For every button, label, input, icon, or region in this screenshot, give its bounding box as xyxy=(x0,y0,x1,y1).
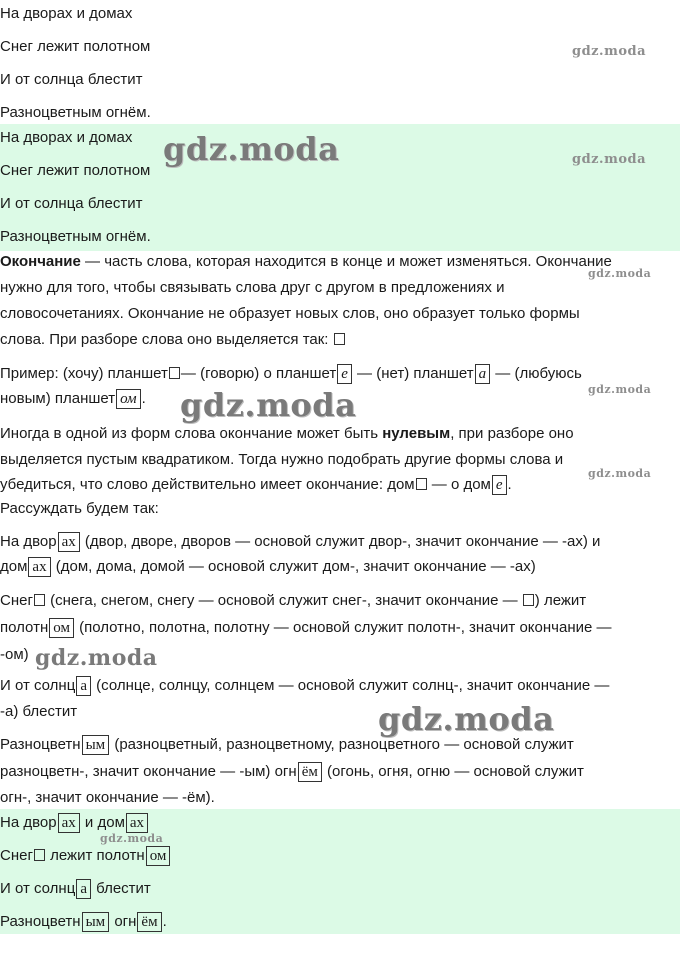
analysis-sneg xyxy=(0,591,586,611)
poem1-line-4: Разноцветным огнём. xyxy=(0,104,151,121)
term-okonchanie: Окончание xyxy=(0,253,81,270)
analysis-text: разноцветн-, значит окончание — -ым) огн xyxy=(0,763,297,780)
poem2-line-3: И от солнца блестит xyxy=(0,195,143,212)
analysis-polotn-end: -ом) xyxy=(0,646,29,663)
example-text: новым) планшет xyxy=(0,390,116,407)
definition-text: слова. При разборе слова оно выделяется так: xyxy=(0,331,329,348)
analysis-text: (разноцветный, разноцветному, разноцветного — основой служит xyxy=(110,736,574,753)
example-text: . xyxy=(141,390,146,407)
empty-ending-square-icon xyxy=(34,849,45,861)
empty-ending-square-icon xyxy=(334,333,345,345)
analysis-text: ) лежит xyxy=(534,592,587,609)
zero-text: , при разборе оно xyxy=(450,425,574,442)
analysis-razn-3: огн-, значит окончание — -ём). xyxy=(0,789,215,806)
watermark: gdz.moda xyxy=(378,700,555,738)
analysis-text: дом xyxy=(0,558,28,575)
zero-text: . xyxy=(507,476,512,493)
final-line-2 xyxy=(0,846,171,866)
analysis-dvor xyxy=(0,532,600,552)
ending-box: ах xyxy=(58,813,80,833)
example-text: — (говорю) о планшет xyxy=(180,365,337,382)
example-text: — (любуюсь xyxy=(491,365,582,382)
definition-line-1 xyxy=(0,252,612,272)
final-text: блестит xyxy=(91,880,151,897)
ending-box: ах xyxy=(58,532,80,552)
analysis-razn-2 xyxy=(0,762,584,782)
ending-box: ах xyxy=(126,813,148,833)
analysis-text: На двор xyxy=(0,533,57,550)
ending-box: ым xyxy=(82,735,110,755)
poem1-line-1: На дворах и домах xyxy=(0,5,133,22)
final-text: лежит полотн xyxy=(45,847,145,864)
watermark: gdz.moda xyxy=(163,130,340,168)
definition-line-4 xyxy=(0,330,346,350)
watermark: gdz.moda xyxy=(588,467,652,480)
analysis-dom xyxy=(0,557,536,577)
analysis-text: (снега, снегом, снегу — основой служит снег-, значит окончание — xyxy=(45,592,522,609)
empty-ending-square-icon xyxy=(523,594,534,606)
final-text: Разноцветн xyxy=(0,913,81,930)
final-text: огн xyxy=(110,913,137,930)
watermark: gdz.moda xyxy=(180,386,357,424)
term-nulevym: нулевым xyxy=(382,425,451,442)
watermark: gdz.moda xyxy=(588,383,652,396)
poem2-line-4: Разноцветным огнём. xyxy=(0,228,151,245)
final-line-1 xyxy=(0,813,149,833)
poem1-line-2: Снег лежит полотном xyxy=(0,38,151,55)
analysis-text: И от солнц xyxy=(0,677,76,694)
example-line-1 xyxy=(0,364,582,384)
final-text: И от солнц xyxy=(0,880,76,897)
definition-line-2: нужно для того, чтобы связывать слова друг с другом в предложениях и xyxy=(0,279,505,296)
watermark: gdz.moda xyxy=(572,44,647,59)
empty-ending-square-icon xyxy=(169,367,180,379)
analysis-solnc-end: -а) блестит xyxy=(0,703,78,720)
ending-box: а xyxy=(475,364,491,384)
final-line-4 xyxy=(0,912,167,932)
final-text: На двор xyxy=(0,814,57,831)
zero-line-3 xyxy=(0,475,512,495)
analysis-solnc xyxy=(0,676,609,696)
zero-text: — о дом xyxy=(427,476,491,493)
watermark: gdz.moda xyxy=(572,152,647,167)
empty-ending-square-icon xyxy=(34,594,45,606)
final-text: . xyxy=(162,913,167,930)
watermark: gdz.moda xyxy=(35,645,158,671)
analysis-text: (полотно, полотна, полотну — основой служит полотн-, значит окончание — xyxy=(74,619,612,636)
zero-text: убедиться, что слово действительно имеет окончание: дом xyxy=(0,476,415,493)
analysis-text: (дом, дома, домой — основой служит дом-, значит окончание — -ах) xyxy=(51,558,536,575)
zero-text: Иногда в одной из форм слова окончание может быть xyxy=(0,425,383,442)
analysis-text: Снег xyxy=(0,592,33,609)
analysis-text: Разноцветн xyxy=(0,736,81,753)
poem2-line-2: Снег лежит полотном xyxy=(0,162,151,179)
ending-box: ём xyxy=(298,762,322,782)
example-text: — (нет) планшет xyxy=(352,365,474,382)
poem1-line-3: И от солнца блестит xyxy=(0,71,143,88)
analysis-polotn xyxy=(0,618,612,638)
ending-box: е xyxy=(337,364,352,384)
ending-box: ом xyxy=(116,389,141,409)
analysis-text: (солнце, солнцу, солнцем — основой служит солнц-, значит окончание — xyxy=(91,677,610,694)
watermark: gdz.moda xyxy=(100,832,164,845)
analysis-razn xyxy=(0,735,574,755)
final-line-3 xyxy=(0,879,151,899)
zero-line-2: выделяется пустым квадратиком. Тогда нужно подобрать другие формы слова и xyxy=(0,451,564,468)
example-text: Пример: (хочу) планшет xyxy=(0,365,168,382)
ending-box: ом xyxy=(146,846,171,866)
ending-box: ах xyxy=(28,557,50,577)
ending-box: а xyxy=(76,879,91,899)
final-text: Снег xyxy=(0,847,33,864)
ending-box: е xyxy=(492,475,507,495)
ending-box: ом xyxy=(49,618,74,638)
analysis-text: (огонь, огня, огню — основой служит xyxy=(322,763,584,780)
poem2-line-1: На дворах и домах xyxy=(0,129,133,146)
ending-box: ым xyxy=(82,912,110,932)
example-line-2 xyxy=(0,389,146,409)
watermark: gdz.moda xyxy=(588,267,652,280)
ending-box: ём xyxy=(137,912,161,932)
analysis-text: (двор, дворе, дворов — основой служит двор-, значит окончание — -ах) и xyxy=(80,533,601,550)
reason-intro: Рассуждать будем так: xyxy=(0,500,159,517)
zero-line-1 xyxy=(0,424,574,444)
analysis-text: полотн xyxy=(0,619,49,636)
definition-text: — часть слова, которая находится в конце и может изменяться. Окончание xyxy=(80,253,612,270)
empty-ending-square-icon xyxy=(416,478,427,490)
ending-box: а xyxy=(76,676,91,696)
final-text: и дом xyxy=(80,814,125,831)
definition-line-3: словосочетаниях. Окончание не образует новых слов, оно образует только формы xyxy=(0,305,580,322)
